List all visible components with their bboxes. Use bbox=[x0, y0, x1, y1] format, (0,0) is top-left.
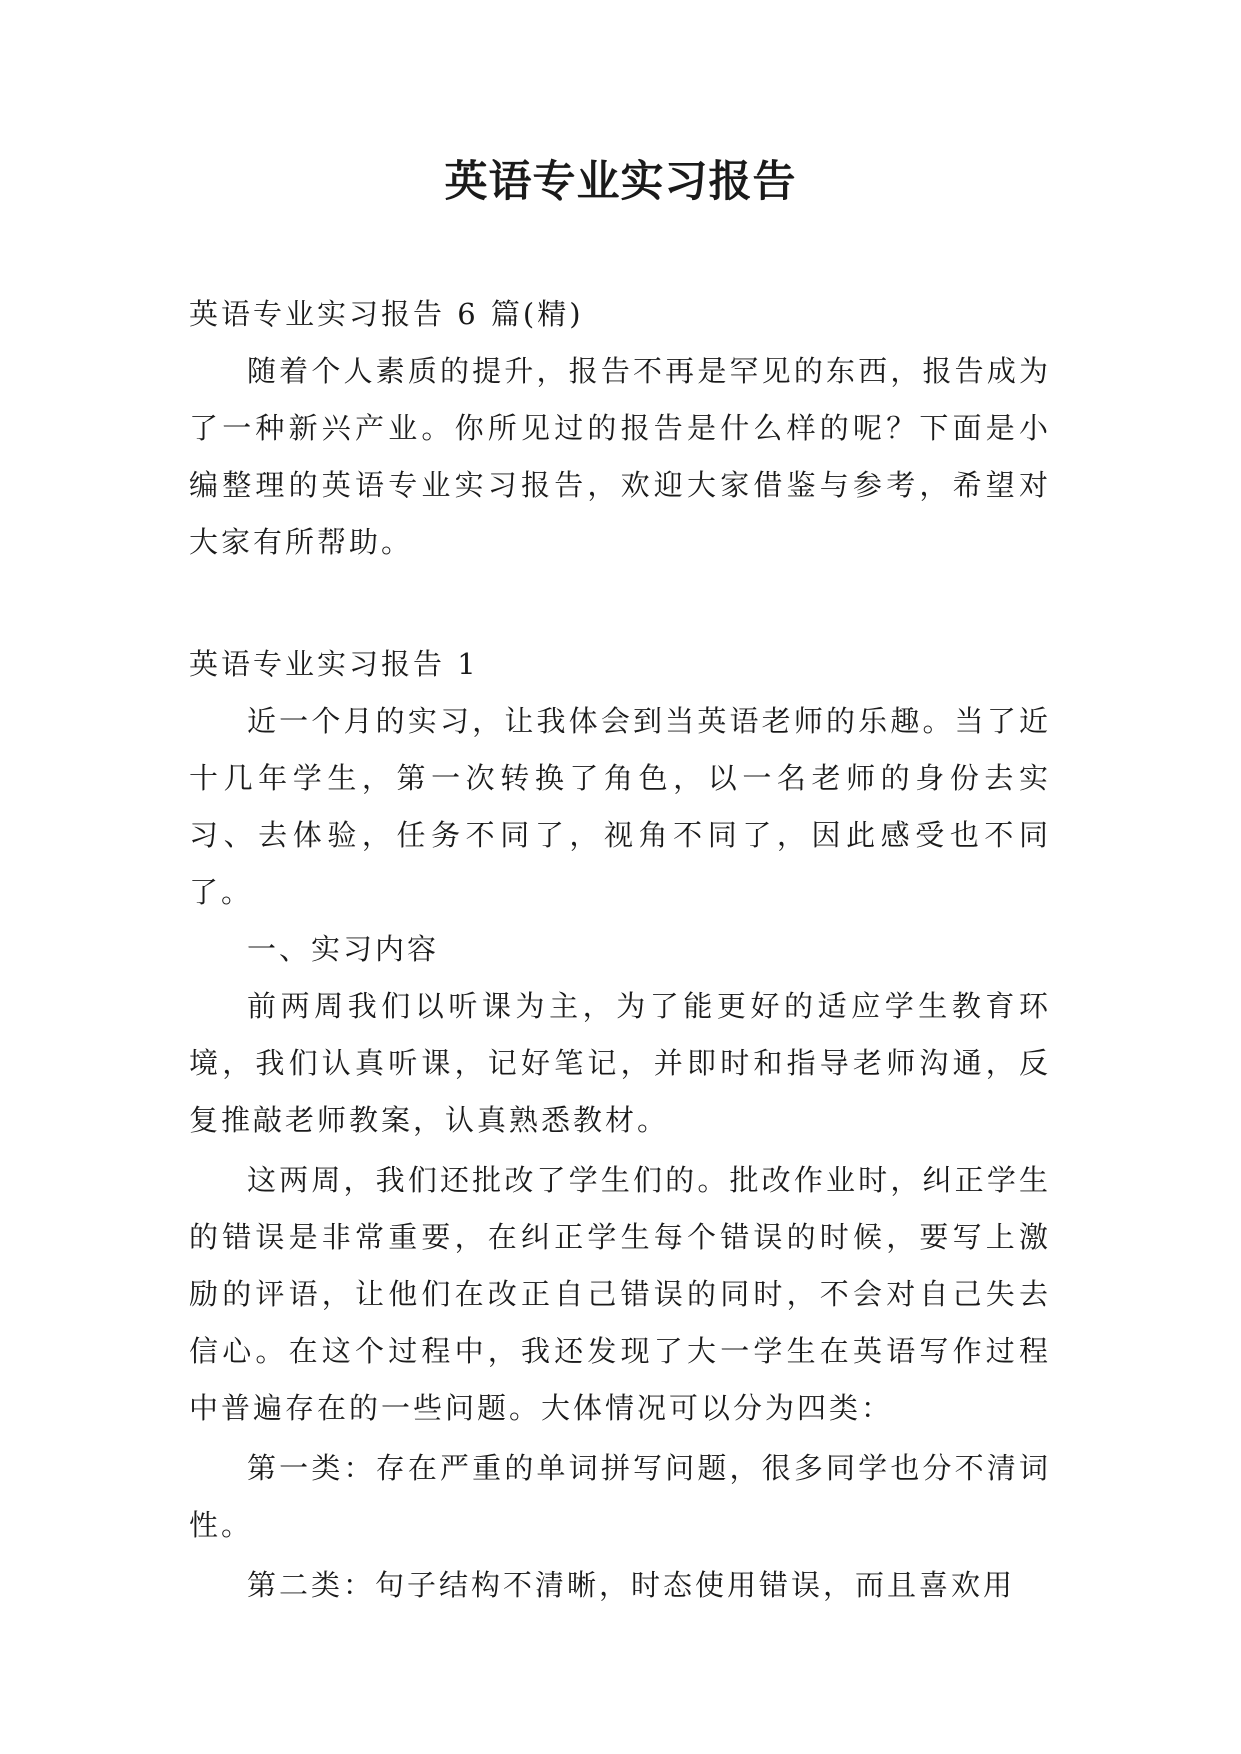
document-title: 英语专业实习报告 bbox=[444, 157, 797, 207]
body-paragraph: 第一类：存在严重的单词拼写问题，很多同学也分不清词性。 bbox=[189, 1451, 1051, 1542]
body-paragraph: 近一个月的实习，让我体会到当英语老师的乐趣。当了近十几年学生，第一次转换了角色，以一名老师的身份去实习、去体验，任务不同了，视角不同了，因此感受也不同了。 bbox=[189, 704, 1051, 909]
intro-paragraph: 随着个人素质的提升，报告不再是罕见的东西，报告成为了一种新兴产业。你所见过的报告是什么样的呢？下面是小编整理的英语专业实习报告，欢迎大家借鉴与参考，希望对大家有所帮助。 bbox=[189, 354, 1051, 559]
document-body bbox=[189, 286, 1051, 1614]
section-spacer bbox=[189, 571, 1051, 636]
document-subtitle: 英语专业实习报告 6 篇(精) bbox=[189, 297, 584, 331]
body-paragraph: 这两周，我们还批改了学生们的。批改作业时，纠正学生的错误是非常重要，在纠正学生每个错误的时候，要写上激励的评语，让他们在改正自己错误的同时，不会对自己失去信心。在这个过程中，我还发现了大一学生在英语写作过程中普遍存在的一些问题。大体情况可以分为四类： bbox=[189, 1163, 1051, 1425]
section-heading: 英语专业实习报告 1 bbox=[189, 647, 479, 681]
body-paragraph: 第二类：句子结构不清晰，时态使用错误，而且喜欢用 bbox=[247, 1568, 1016, 1602]
subsection-heading: 一、实习内容 bbox=[247, 932, 440, 966]
body-paragraph: 前两周我们以听课为主，为了能更好的适应学生教育环境，我们认真听课，记好笔记，并即时和指导老师沟通，反复推敲老师教案，认真熟悉教材。 bbox=[189, 989, 1051, 1137]
